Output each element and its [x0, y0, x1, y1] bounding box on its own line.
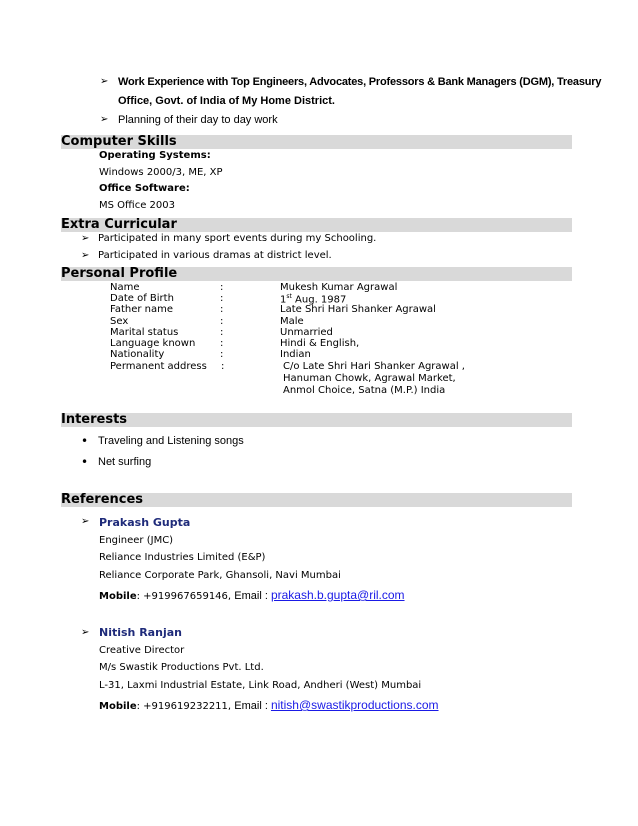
extra-curricular-heading-bar	[61, 218, 572, 232]
work-experience-line2: Office, Govt. of India of My Home District.	[118, 95, 335, 107]
reference-contact: Mobile: +919967659146, Email : prakash.b.gupta@ril.com	[99, 588, 405, 602]
reference-address: L-31, Laxmi Industrial Estate, Link Road, Andheri (West) Mumbai	[99, 680, 422, 691]
os-value: Windows 2000/3, ME, XP	[99, 167, 223, 178]
interest-item: Net surfing	[98, 456, 152, 468]
profile-value-nationality: Indian	[280, 349, 311, 360]
interests-heading: Interests	[61, 412, 128, 427]
profile-value-sex: Male	[280, 316, 304, 327]
profile-separator: :	[220, 282, 224, 293]
software-label: Office Software:	[99, 183, 190, 194]
profile-value-father: Late Shri Hari Shanker Agrawal	[280, 304, 436, 315]
arrow-bullet-icon: ➢	[81, 627, 90, 638]
extra-curricular-heading: Extra Curricular	[61, 217, 177, 232]
profile-label: Nationality	[110, 349, 165, 360]
dot-bullet-icon: •	[81, 455, 89, 469]
work-experience-item2: Planning of their day to day work	[118, 114, 278, 126]
reference-email-link[interactable]: nitish@swastikproductions.com	[270, 698, 439, 712]
profile-separator: :	[220, 304, 224, 315]
profile-separator: :	[220, 349, 224, 360]
dot-bullet-icon: •	[81, 434, 89, 448]
reference-title: Engineer (JMC)	[99, 535, 174, 546]
profile-value-address: C/o Late Shri Hari Shanker Agrawal ,	[283, 361, 465, 372]
profile-label: Father name	[110, 304, 174, 315]
profile-label: Permanent address	[110, 361, 207, 372]
profile-value-language: Hindi & English,	[280, 338, 360, 349]
arrow-bullet-icon: ➢	[81, 516, 90, 527]
profile-label: Name	[110, 282, 140, 293]
reference-contact: Mobile: +919619232211, Email : nitish@swastikproductions.com	[99, 698, 439, 712]
computer-skills-heading-bar	[61, 135, 572, 149]
work-experience-line1: Work Experience with Top Engineers, Advocates, Professors & Bank Managers (DGM), Treasury	[118, 76, 602, 88]
arrow-bullet-icon: ➢	[81, 250, 90, 261]
reference-company: M/s Swastik Productions Pvt. Ltd.	[99, 662, 264, 673]
profile-value-marital: Unmarried	[280, 327, 333, 338]
os-label: Operating Systems:	[99, 150, 211, 161]
personal-profile-heading: Personal Profile	[61, 266, 178, 281]
arrow-bullet-icon: ➢	[100, 76, 109, 87]
profile-address-line2: Hanuman Chowk, Agrawal Market,	[283, 373, 456, 384]
profile-label: Date of Birth	[110, 293, 174, 304]
profile-label: Language known	[110, 338, 196, 349]
profile-label: Sex	[110, 316, 129, 327]
extra-curricular-item: Participated in many sport events during my Schooling.	[98, 233, 377, 244]
profile-separator: :	[220, 327, 224, 338]
arrow-bullet-icon: ➢	[100, 114, 109, 125]
reference-company: Reliance Industries Limited (E&P)	[99, 552, 266, 563]
reference-name: Prakash Gupta	[99, 516, 191, 529]
reference-email-link[interactable]: prakash.b.gupta@ril.com	[270, 588, 405, 602]
references-heading: References	[61, 492, 144, 507]
profile-separator: :	[220, 293, 224, 304]
reference-address: Reliance Corporate Park, Ghansoli, Navi Mumbai	[99, 570, 341, 581]
reference-title: Creative Director	[99, 645, 185, 656]
profile-value-dob: 1st Aug. 1987	[280, 293, 347, 306]
profile-address-line3: Anmol Choice, Satna (M.P.) India	[283, 385, 446, 396]
arrow-bullet-icon: ➢	[81, 233, 90, 244]
interest-item: Traveling and Listening songs	[98, 435, 244, 447]
profile-label: Marital status	[110, 327, 179, 338]
software-value: MS Office 2003	[99, 200, 175, 211]
interests-heading-bar	[61, 413, 572, 427]
profile-separator: :	[220, 338, 224, 349]
references-heading-bar	[61, 493, 572, 507]
computer-skills-heading: Computer Skills	[61, 134, 177, 149]
profile-separator: :	[220, 316, 224, 327]
extra-curricular-item: Participated in various dramas at district level.	[98, 250, 332, 261]
profile-value-name: Mukesh Kumar Agrawal	[280, 282, 398, 293]
reference-name: Nitish Ranjan	[99, 626, 182, 639]
personal-profile-heading-bar	[61, 267, 572, 281]
profile-separator: :	[221, 361, 225, 372]
